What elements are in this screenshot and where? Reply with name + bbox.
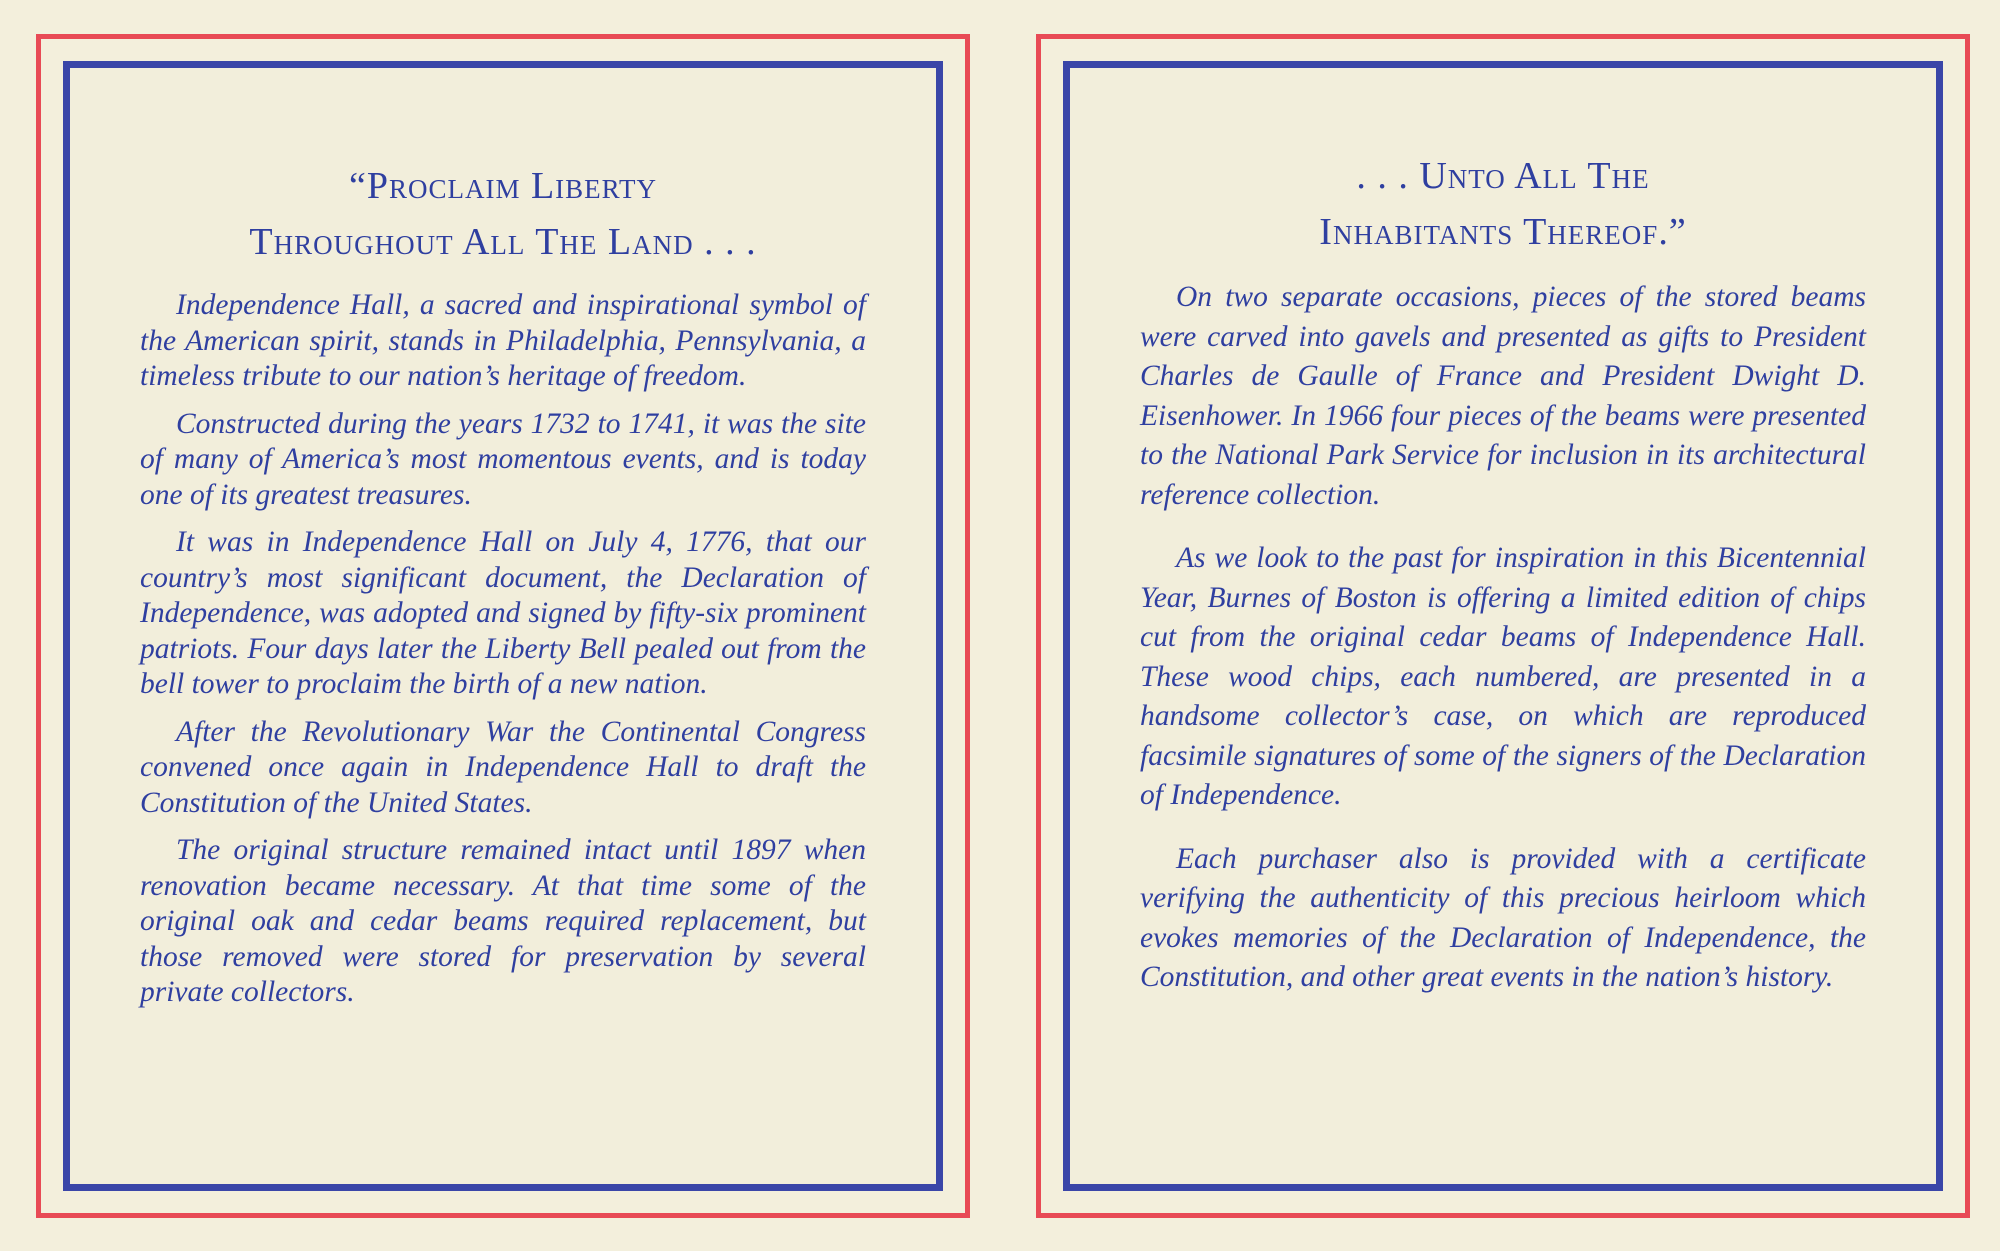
right-heading-line-1: . . . Unto All The [1356,155,1650,197]
left-heading-line-1: “Proclaim Liberty [348,165,658,207]
right-paragraph-3: Each purchaser also is provided with a certificate verifying the authenticity of this precious heirloom which evokes memories of the Declaration of Independence, the Constitution, and other great events in the nation’s history. [1140,842,1866,993]
left-paragraph-4: After the Revolutionary War the Continental Congress convened once again in Independence Hall to draft the Constitution of the United States. [140,715,866,819]
right-page-content [1140,148,1866,1022]
right-paragraph-2: As we look to the past for inspiration in this Bicentennial Year, Burnes of Boston is offering a limited edition of chips cut from the original cedar beams of Independence Hall. These wood chips, each numbered, are presented in a handsome collector’s case, on which are reproduced facsimile signatures of some of the signers of the Declaration of Independence. [1140,542,1866,811]
left-paragraph-1: Independence Hall, a sacred and inspirational symbol of the American spirit, stands in Philadelphia, Pennsylvania, a timeless tribute to our nation’s heritage of freedom. [140,289,866,392]
left-heading-line-2: Throughout All The Land . . . [249,221,757,263]
left-page [36,34,970,1218]
right-page-heading [1140,148,1866,260]
left-page-inner-frame [63,61,943,1191]
left-paragraph-2: Constructed during the years 1732 to 1741, it was the site of many of America’s most momentous events, and is today one of its greatest treasures. [140,407,866,511]
left-paragraph-5: The original structure remained intact until 1897 when renovation became necessary. At that time some of the original oak and cedar beams required replacement, but those removed were stored for preservation by several private collectors. [140,834,866,1008]
left-page-content [140,158,866,1023]
left-paragraph-3: It was in Independence Hall on July 4, 1776, that our country’s most significant document, the Declaration of Independence, was adopted and signed by fifty-six prominent patriots. Four days later the Liberty Bell pealed out from the bell tower to proclaim the birth of a new nation. [140,526,866,700]
left-page-heading [140,158,866,270]
right-paragraph-1: On two separate occasions, pieces of the stored beams were carved into gavels and presented as gifts to President Charles de Gaulle of France and President Dwight D. Eisenhower. In 1966 four pieces of the beams were presented to the National Park Service for inclusion in its architectural reference collection. [1140,281,1866,511]
right-heading-line-2: Inhabitants Thereof.” [1319,211,1687,253]
right-page-inner-frame [1063,61,1943,1191]
right-page [1036,34,1970,1218]
